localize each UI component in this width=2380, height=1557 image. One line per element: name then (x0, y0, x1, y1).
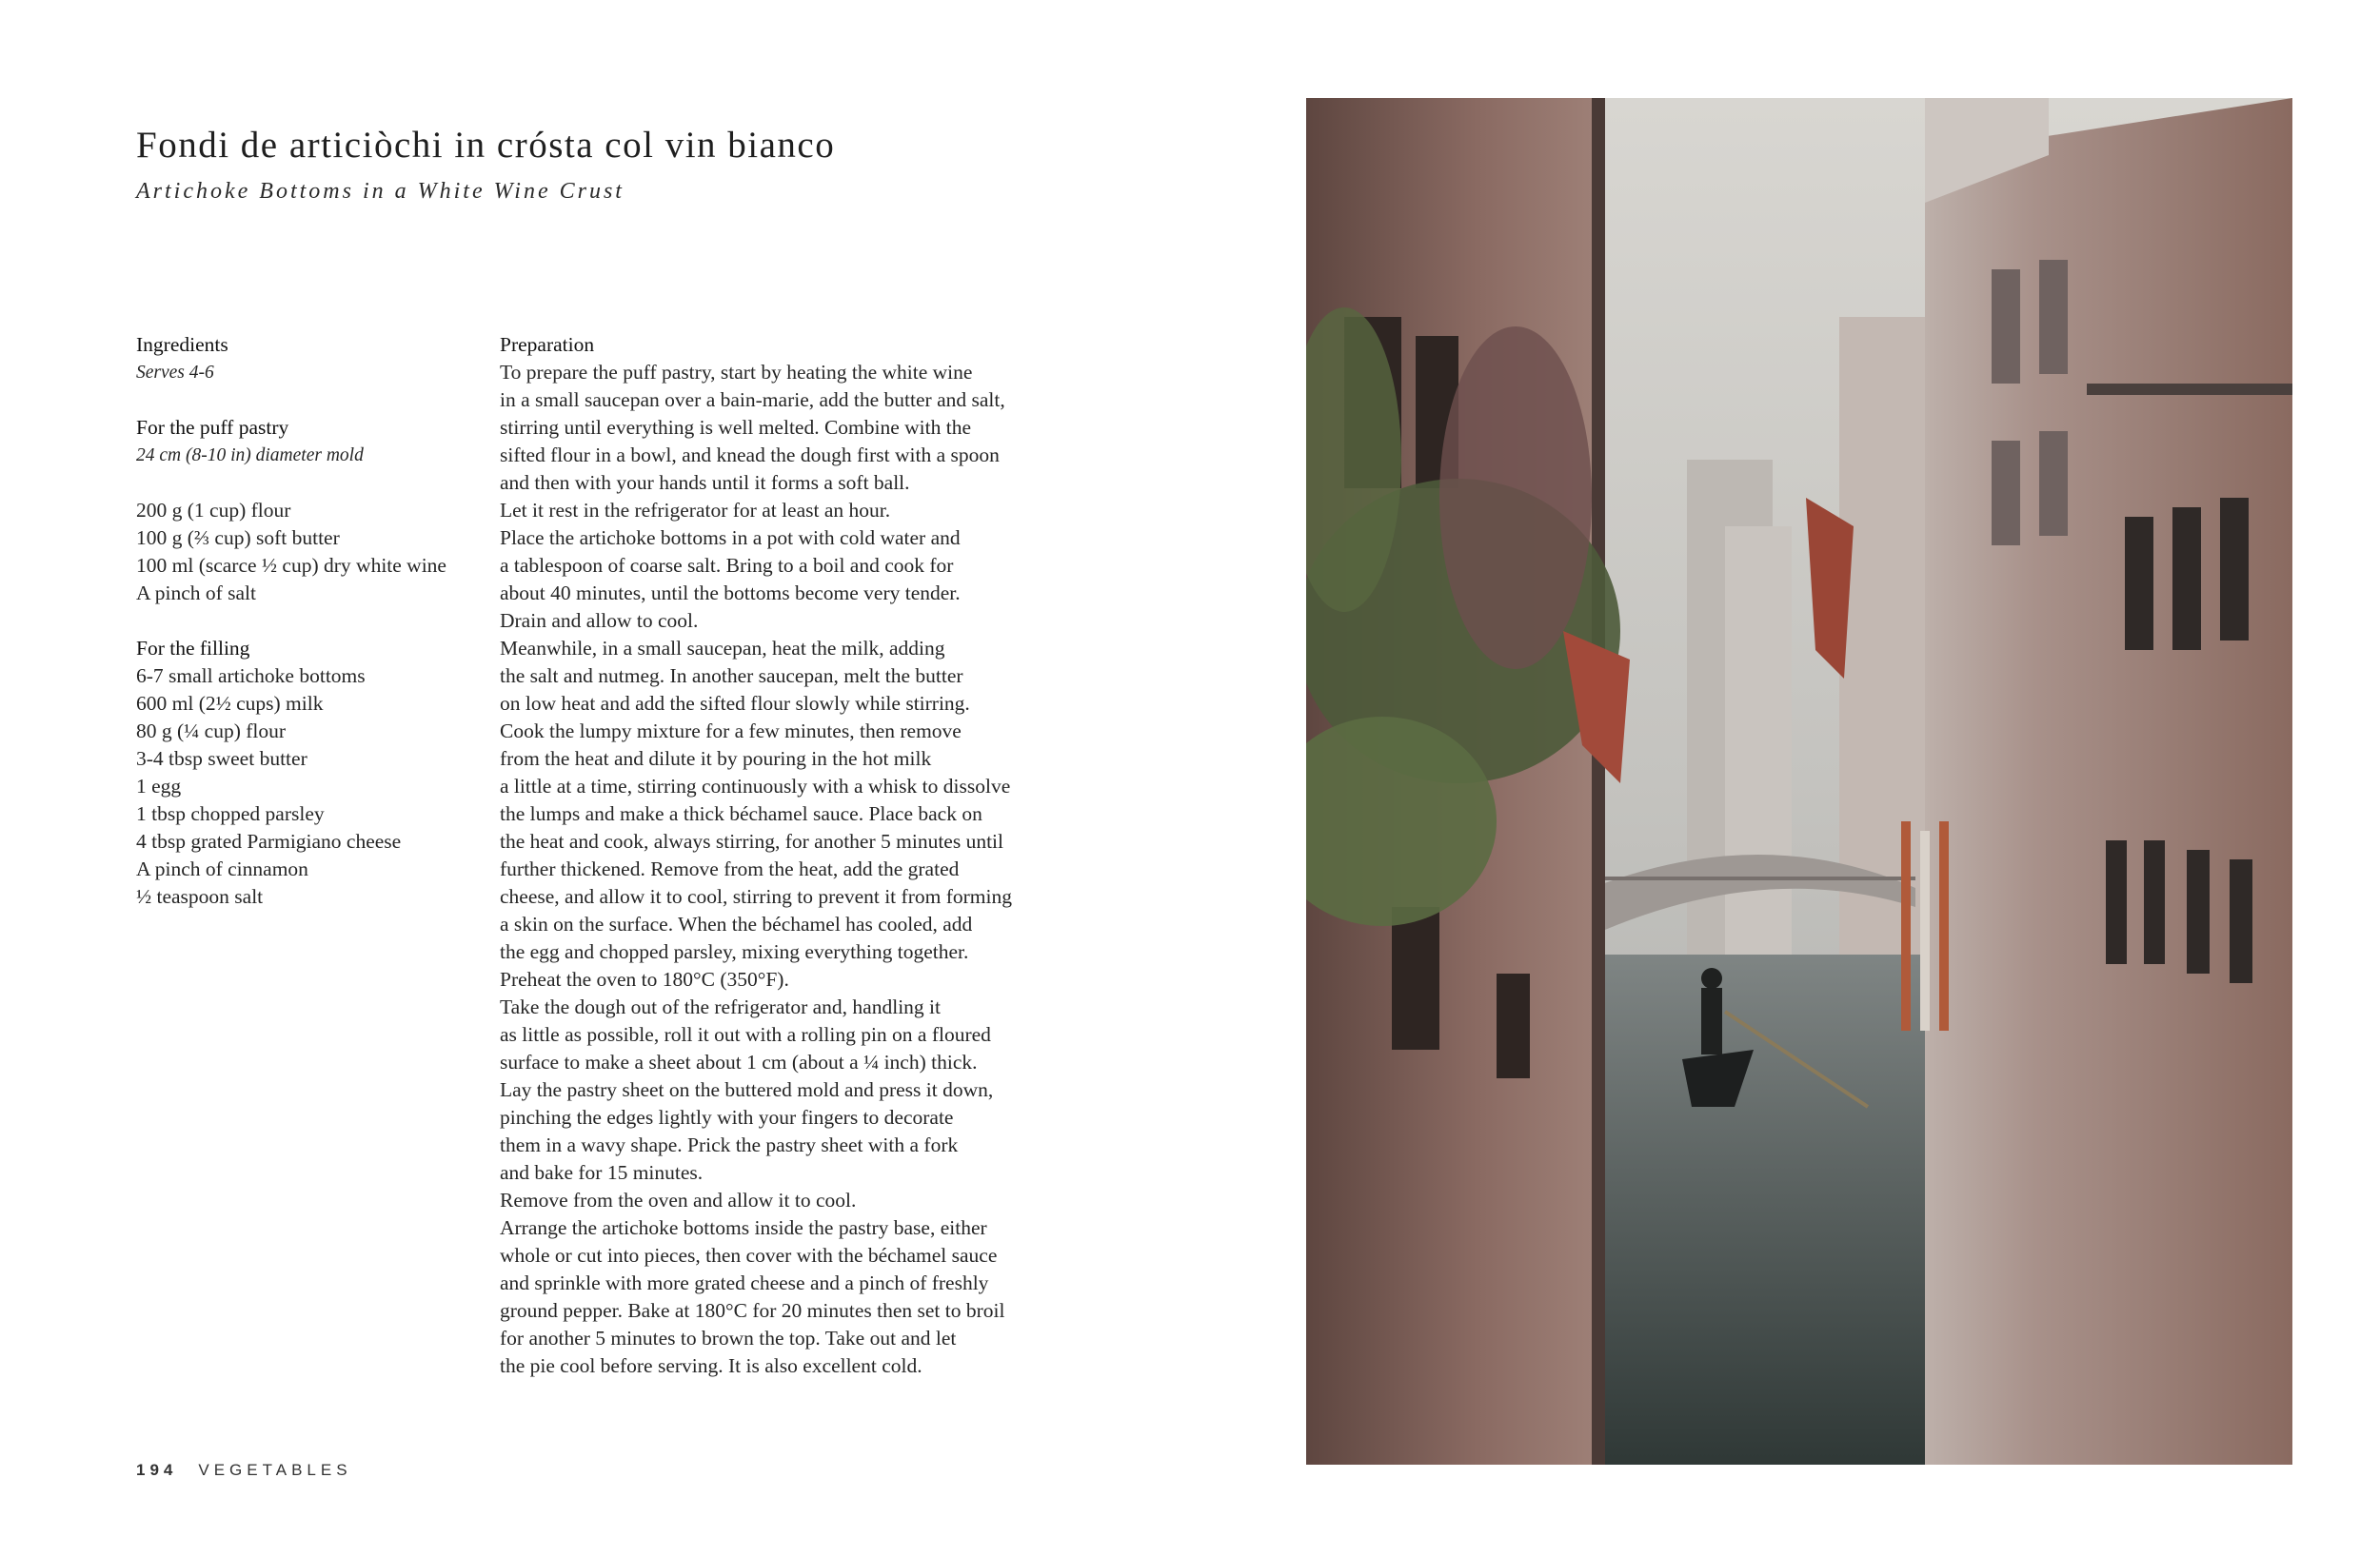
preparation-line: Meanwhile, in a small saucepan, heat the milk, adding (500, 637, 945, 660)
puff-pastry-list (136, 497, 479, 607)
filling-heading: For the filling (136, 637, 250, 660)
ingredient-item: 600 ml (2½ cups) milk (136, 692, 324, 715)
preparation-line: the pie cool before serving. It is also excellent cold. (500, 1354, 922, 1377)
preparation-line: pinching the edges lightly with your fingers to decorate (500, 1106, 954, 1129)
ingredient-item: A pinch of salt (136, 581, 256, 604)
preparation-line: Cook the lumpy mixture for a few minutes, then remove (500, 719, 962, 742)
preparation-line: stirring until everything is well melted. Combine with the (500, 416, 972, 439)
preparation-line: Drain and allow to cool. (500, 609, 699, 632)
preparation-line: Place the artichoke bottoms in a pot with cold water and (500, 526, 961, 549)
preparation-column (500, 331, 1052, 1380)
preparation-line: the egg and chopped parsley, mixing everything together. (500, 940, 969, 963)
ingredient-item: ½ teaspoon salt (136, 885, 264, 908)
preparation-line: Lay the pastry sheet on the buttered mold and press it down, (500, 1078, 994, 1101)
mold-size-text: 24 cm (8-10 in) diameter mold (136, 445, 364, 465)
serves-text: Serves 4-6 (136, 363, 214, 383)
preparation-line: the lumps and make a thick béchamel sauce. Place back on (500, 802, 982, 825)
preparation-line: and sprinkle with more grated cheese and a pinch of freshly (500, 1271, 989, 1294)
puff-pastry-heading: For the puff pastry (136, 416, 289, 439)
preparation-line: To prepare the puff pastry, start by heating the white wine (500, 361, 973, 384)
ingredient-item: 100 ml (scarce ½ cup) dry white wine (136, 554, 446, 577)
ingredient-item: 1 egg (136, 775, 182, 798)
preparation-line: as little as possible, roll it out with a rolling pin on a floured (500, 1023, 991, 1046)
preparation-line: whole or cut into pieces, then cover with the béchamel sauce (500, 1244, 998, 1267)
ingredients-column (136, 331, 479, 911)
preparation-line: on low heat and add the sifted flour slowly while stirring. (500, 692, 970, 715)
preparation-line: a skin on the surface. When the béchamel has cooled, add (500, 913, 973, 936)
preparation-line: about 40 minutes, until the bottoms become very tender. (500, 581, 961, 604)
ingredient-item: 6-7 small artichoke bottoms (136, 664, 366, 687)
ingredient-item: 200 g (1 cup) flour (136, 499, 291, 522)
preparation-line: Preheat the oven to 180°C (350°F). (500, 968, 789, 991)
preparation-line: in a small saucepan over a bain-marie, add the butter and salt, (500, 388, 1005, 411)
preparation-line: cheese, and allow it to cool, stirring to prevent it from forming (500, 885, 1012, 908)
preparation-line: sifted flour in a bowl, and knead the dough first with a spoon (500, 443, 1000, 466)
venice-canal-photo (1306, 98, 2292, 1465)
page-number: 194 (136, 1461, 178, 1479)
preparation-line: Remove from the oven and allow it to cool. (500, 1189, 857, 1212)
ingredient-item: 100 g (⅔ cup) soft butter (136, 526, 340, 549)
preparation-line: for another 5 minutes to brown the top. Take out and let (500, 1327, 957, 1350)
preparation-line: the heat and cook, always stirring, for another 5 minutes until (500, 830, 1004, 853)
preparation-line: a little at a time, stirring continuously with a whisk to dissolve (500, 775, 1011, 798)
ingredient-item: 1 tbsp chopped parsley (136, 802, 325, 825)
preparation-line: and then with your hands until it forms a soft ball. (500, 471, 910, 494)
preparation-line: from the heat and dilute it by pouring in the hot milk (500, 747, 932, 770)
recipe-title: Fondi de articiòchi in crósta col vin bianco (136, 125, 836, 166)
preparation-line: a tablespoon of coarse salt. Bring to a boil and cook for (500, 554, 954, 577)
filling-list (136, 662, 479, 911)
preparation-line: Let it rest in the refrigerator for at least an hour. (500, 499, 891, 522)
preparation-line: and bake for 15 minutes. (500, 1161, 704, 1184)
section-name: VEGETABLES (198, 1461, 352, 1479)
canal-illustration (1306, 98, 2292, 1465)
page-footer (136, 1461, 352, 1480)
preparation-line: them in a wavy shape. Prick the pastry sheet with a fork (500, 1133, 959, 1156)
ingredient-item: 3-4 tbsp sweet butter (136, 747, 307, 770)
ingredients-heading: Ingredients (136, 333, 228, 356)
preparation-line: the salt and nutmeg. In another saucepan, melt the butter (500, 664, 963, 687)
preparation-heading: Preparation (500, 333, 595, 356)
preparation-line: surface to make a sheet about 1 cm (about a ¼ inch) thick. (500, 1051, 978, 1074)
recipe-subtitle: Artichoke Bottoms in a White Wine Crust (136, 179, 625, 204)
ingredient-item: A pinch of cinnamon (136, 857, 308, 880)
ingredient-item: 4 tbsp grated Parmigiano cheese (136, 830, 402, 853)
ingredient-item: 80 g (¼ cup) flour (136, 719, 287, 742)
preparation-line: Take the dough out of the refrigerator and, handling it (500, 995, 941, 1018)
preparation-line: further thickened. Remove from the heat, add the grated (500, 857, 960, 880)
preparation-line: Arrange the artichoke bottoms inside the pastry base, either (500, 1216, 987, 1239)
preparation-line: ground pepper. Bake at 180°C for 20 minutes then set to broil (500, 1299, 1005, 1322)
